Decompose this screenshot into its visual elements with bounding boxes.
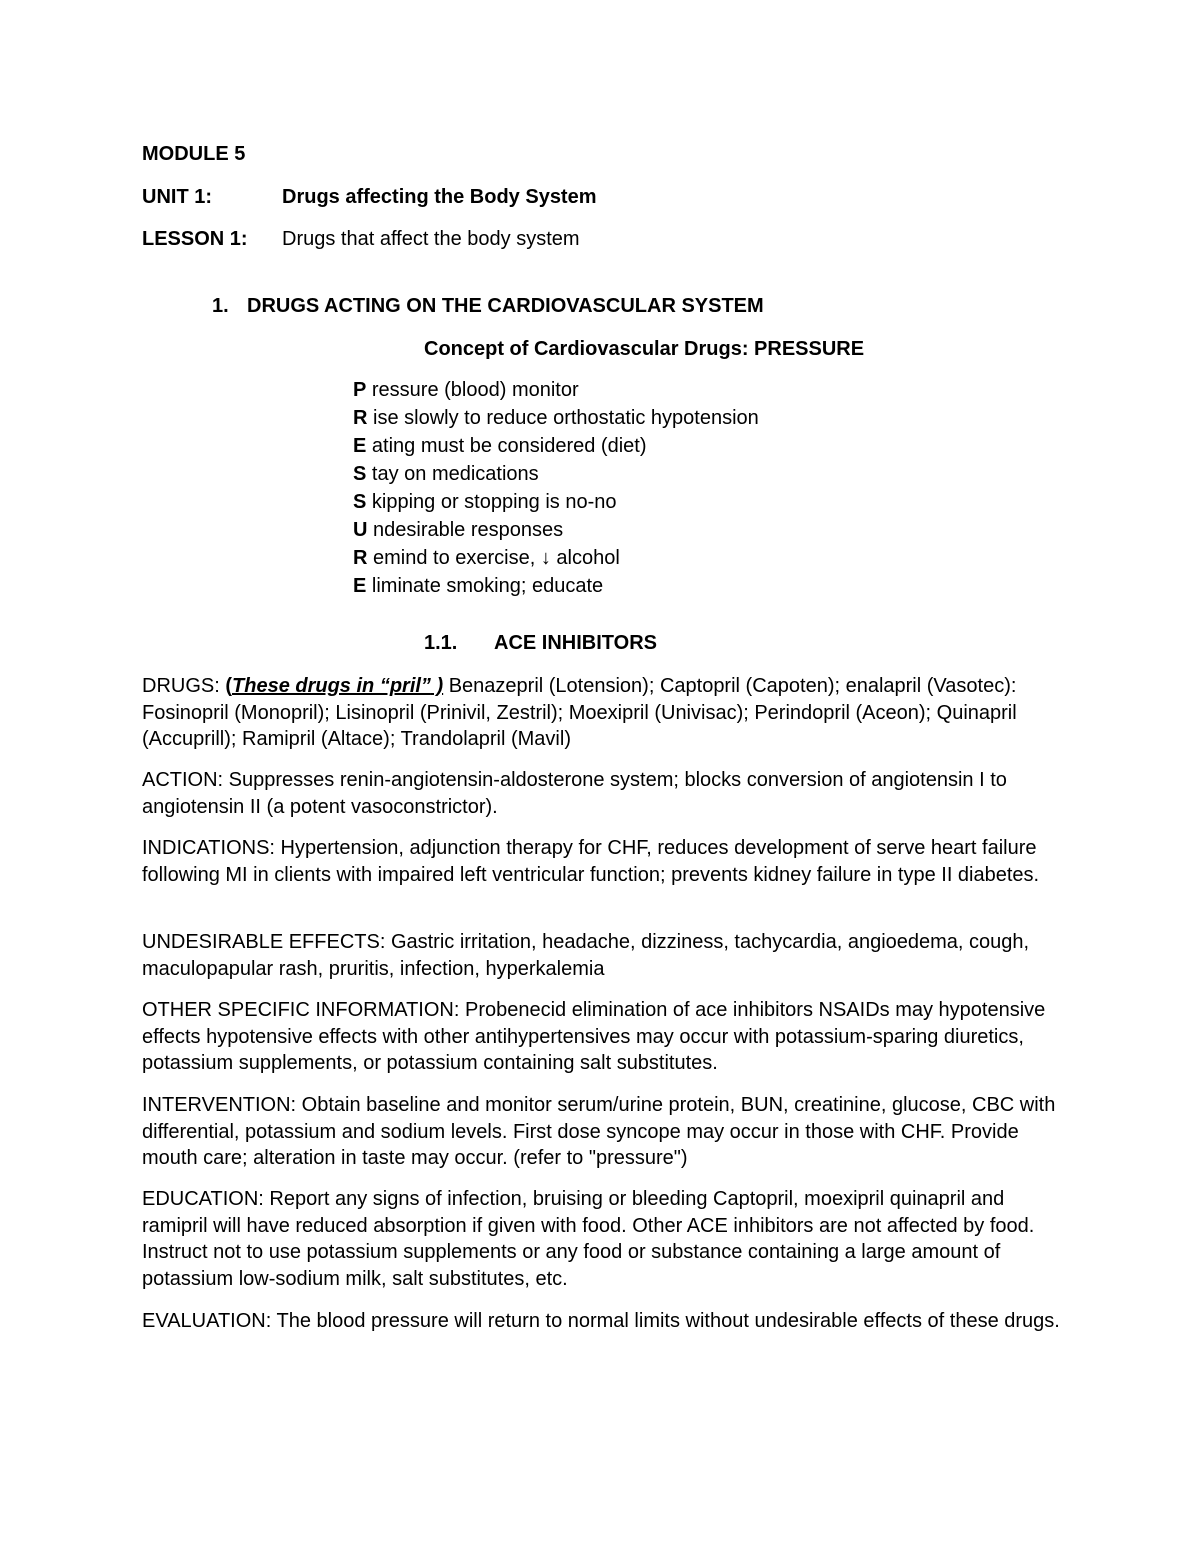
mnemonic-item [353,488,759,516]
mnemonic-letter: E [353,575,367,597]
undesirable-label: UNDESIRABLE EFFECTS: [142,931,386,953]
evaluation-paragraph [142,1308,1072,1335]
evaluation-label: EVALUATION: [142,1310,272,1332]
mnemonic-letter: R [353,547,368,569]
education-text: Report any signs of infection, bruising or bleeding Captopril, moexipril quinapril and ramipril will have reduced absorption if given with food. Other ACE inhibitors are not affected by food. Instruct not to use potassium supplements or any food or substance containing a large amount of potassium low-sodium milk, salt substitutes, etc. [142,1188,1035,1290]
mnemonic-item [353,516,759,544]
mnemonic-letter: U [353,519,368,541]
mnemonic-letter: P [353,379,367,401]
mnemonic-letter: E [353,435,367,457]
other-info-label: OTHER SPECIFIC INFORMATION: [142,999,460,1021]
mnemonic-item [353,572,759,600]
drugs-paren-open: ( [225,675,233,697]
mnemonic-letter: S [353,491,367,513]
mnemonic-text: ressure (blood) monitor [366,379,579,401]
subsection-title: ACE INHIBITORS [494,632,657,654]
action-paragraph [142,767,1072,820]
pressure-mnemonic-list [353,376,759,600]
unit-label: UNIT 1: [142,186,212,208]
indications-paragraph [142,835,1072,888]
evaluation-text: The blood pressure will return to normal limits without undesirable effects of these drugs. [271,1310,1060,1332]
section-title: DRUGS ACTING ON THE CARDIOVASCULAR SYSTEM [247,295,764,317]
mnemonic-item [353,460,759,488]
intervention-paragraph [142,1092,1072,1172]
mnemonic-item [353,376,759,404]
mnemonic-text: liminate smoking; educate [366,575,604,597]
mnemonic-text: ise slowly to reduce orthostatic hypotension [367,407,759,429]
indications-text: Hypertension, adjunction therapy for CHF, reduces development of serve heart failure following MI in clients with impaired left ventricular function; prevents kidney failure in type II diabetes. [142,837,1040,886]
mnemonic-text: emind to exercise, ↓ alcohol [367,547,620,569]
indications-label: INDICATIONS: [142,837,275,859]
drugs-paren-close: ) [430,675,444,697]
mnemonic-text: kipping or stopping is no-no [366,491,617,513]
lesson-title: Drugs that affect the body system [282,228,580,250]
undesirable-text: Gastric irritation, headache, dizziness, tachycardia, angioedema, cough, maculopapular rash, pruritis, infection, hyperkalemia [142,931,1030,980]
mnemonic-text: tay on medications [366,463,539,485]
subsection-number: 1.1. [424,632,458,654]
drugs-text: Benazepril (Lotension); Captopril (Capoten); enalapril (Vasotec): Fosinopril (Monopril); Lisinopril (Prinivil, Zestril); Moexipril (Univisac); Perindopril (Aceon); Quinapril (Accuprill); Ramipril (Altace); Trandolapril (Mavil) [142,675,1017,750]
concept-title: Concept of Cardiovascular Drugs: PRESSURE [424,338,865,360]
action-text: Suppresses renin-angiotensin-aldosterone system; blocks conversion of angiotensin I to angiotensin II (a potent vasoconstrictor). [142,769,1007,818]
other-info-paragraph [142,997,1072,1077]
education-label: EDUCATION: [142,1188,264,1210]
drugs-paragraph [142,673,1072,753]
education-paragraph [142,1186,1072,1292]
mnemonic-item [353,432,759,460]
drugs-label: DRUGS: [142,675,226,697]
action-label: ACTION: [142,769,224,791]
mnemonic-text: ating must be considered (diet) [366,435,647,457]
other-info-text: Probenecid elimination of ace inhibitors NSAIDs may hypotensive effects hypotensive effects with other antihypertensives may occur with potassium-sparing diuretics, potassium supplements, or potassium containing salt substitutes. [142,999,1046,1074]
intervention-text: Obtain baseline and monitor serum/urine protein, BUN, creatinine, glucose, CBC with differential, potassium and sodium levels. First dose syncope may occur in those with CHF. Provide mouth care; alteration in taste may occur. (refer to "pressure") [142,1094,1056,1169]
mnemonic-item [353,544,759,572]
mnemonic-item [353,404,759,432]
module-title: MODULE 5 [142,143,246,165]
drugs-emphasis: These drugs in “pril” [232,675,431,697]
mnemonic-letter: S [353,463,367,485]
mnemonic-text: ndesirable responses [367,519,564,541]
lesson-label: LESSON 1: [142,228,248,250]
mnemonic-letter: R [353,407,368,429]
section-number: 1. [212,295,229,317]
intervention-label: INTERVENTION: [142,1094,297,1116]
unit-title: Drugs affecting the Body System [282,186,597,208]
undesirable-effects-paragraph [142,929,1072,982]
